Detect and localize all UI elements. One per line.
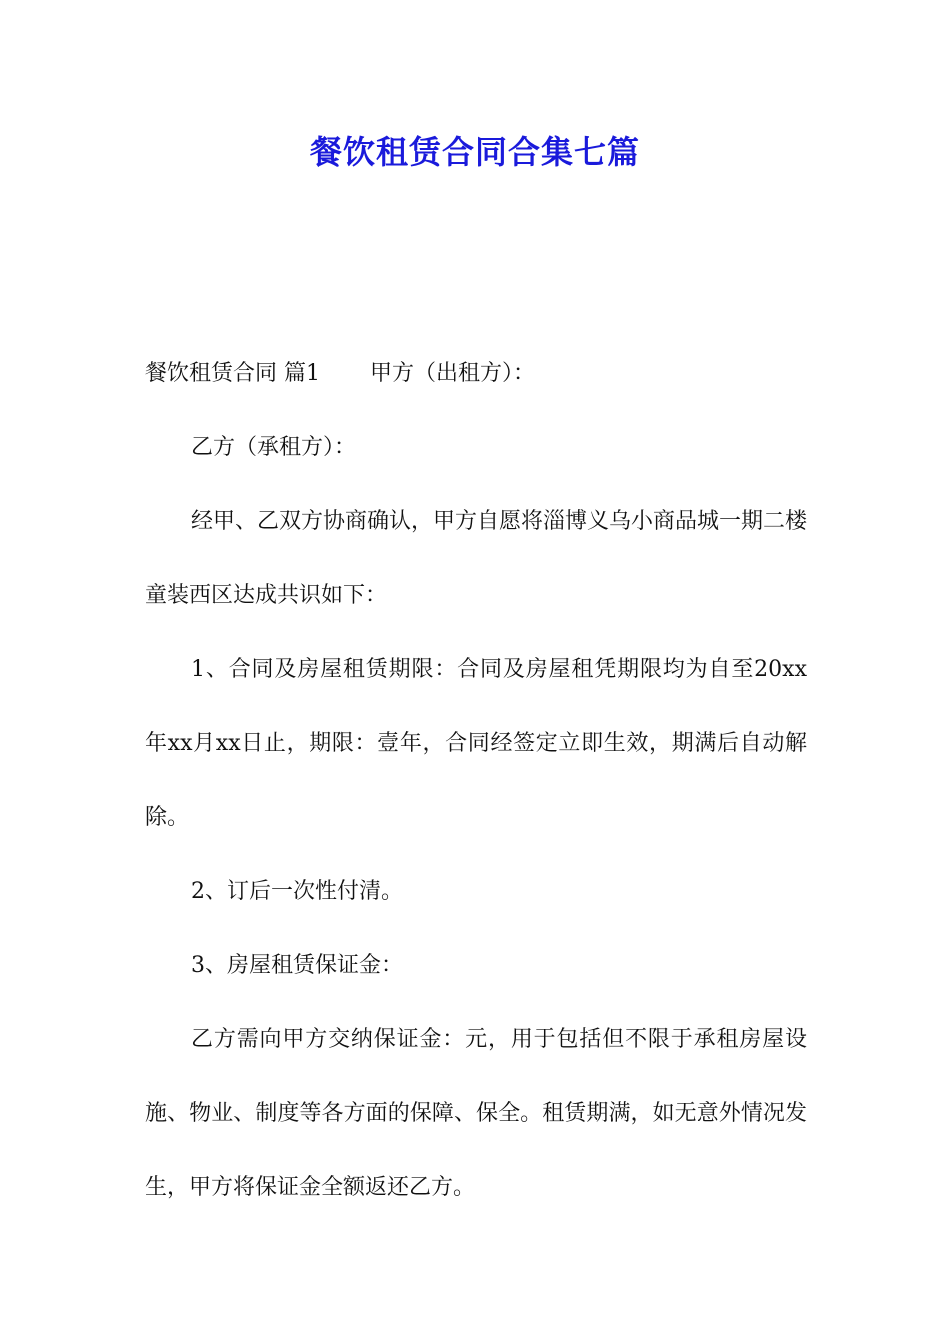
document-body [145, 337, 807, 1225]
paragraph-deposit: 乙方需向甲方交纳保证金：元，用于包括但不限于承租房屋设施、物业、制度等各方面的保障、保全。租赁期满，如无意外情况发生，甲方将保证金全额返还乙方。 [145, 1027, 807, 1200]
paragraph-clause-2: 2、订后一次性付清。 [191, 879, 403, 904]
section-heading-line [145, 337, 807, 411]
section-heading: 餐饮租赁合同 篇1 [145, 361, 320, 386]
paragraph-intro: 经甲、乙双方协商确认，甲方自愿将淄博义乌小商品城一期二楼童装西区达成共识如下： [145, 509, 808, 608]
paragraph-clause-3: 3、房屋租赁保证金： [191, 953, 403, 978]
document-title: 餐饮租赁合同合集七篇 [309, 133, 640, 171]
paragraph-clause-1: 1、合同及房屋租赁期限：合同及房屋租凭期限均为自至20xx年xx月xx日止，期限：壹年，合同经签定立即生效，期满后自动解除。 [145, 657, 807, 830]
party-a-label: 甲方（出租方）： [370, 361, 536, 386]
paragraph-party-b: 乙方（承租方）： [191, 435, 357, 460]
